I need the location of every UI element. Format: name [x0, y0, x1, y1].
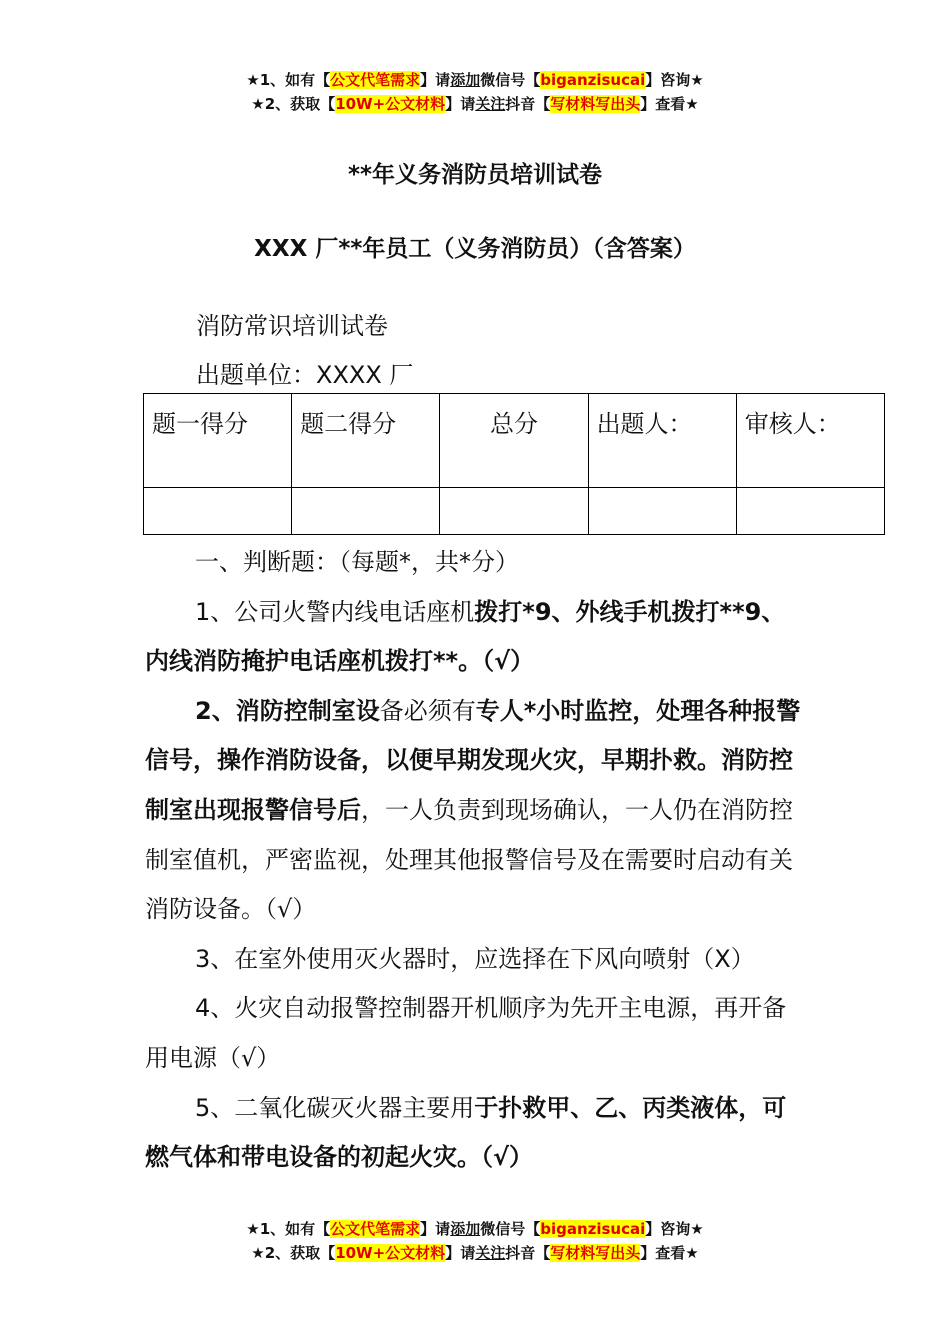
score-cell-q1[interactable] — [144, 488, 292, 535]
promo-text: ★2、获取【 — [251, 95, 336, 113]
score-cell-reviewer[interactable] — [736, 488, 884, 535]
score-header-q1: 题一得分 — [144, 394, 292, 488]
exam-body — [145, 538, 805, 1183]
promo-highlight: 写材料写出头 — [550, 95, 641, 113]
document-title: **年义务消防员培训试卷 — [347, 162, 603, 188]
promo-text: 】查看★ — [640, 1244, 699, 1262]
promo-text: 】请 — [445, 1244, 476, 1262]
score-header-total: 总分 — [440, 394, 588, 488]
promo-text: ★1、如有【 — [246, 71, 331, 89]
exam-name: 消防常识培训试卷 — [196, 312, 388, 340]
exam-issuer: 出题单位：XXXX 厂 — [196, 361, 414, 389]
score-cell-total[interactable] — [440, 488, 588, 535]
question-1 — [145, 588, 805, 687]
promo-banner-top — [0, 68, 950, 116]
question-text-bold: 于扑救甲、乙、丙类液体，可燃气体和带电设备的初起火灾。（√） — [145, 1093, 787, 1172]
promo-text: 】请 — [420, 71, 451, 89]
promo-underline: 添加 — [450, 71, 481, 89]
promo-text: 抖音【 — [505, 1244, 551, 1262]
promo-text: 抖音【 — [505, 95, 551, 113]
promo-text: 】咨询★ — [645, 1220, 704, 1238]
score-table-value-row — [144, 488, 885, 535]
promo-banner-bottom — [0, 1217, 950, 1265]
score-cell-setter[interactable] — [588, 488, 736, 535]
promo-highlight: biganzisucai — [540, 71, 646, 89]
question-text: 1、公司火警内线电话座机 — [195, 597, 475, 626]
question-4: 4、火灾自动报警控制器开机顺序为先开主电源，再开备用电源（√） — [145, 994, 787, 1072]
promo-line-2 — [0, 1241, 950, 1265]
promo-highlight: 10W+公文材料 — [335, 95, 446, 113]
promo-highlight: biganzisucai — [540, 1220, 646, 1238]
score-header-reviewer: 审核人： — [736, 394, 884, 488]
question-text: 备必须有 — [379, 696, 476, 725]
promo-highlight: 公文代笔需求 — [330, 71, 421, 89]
promo-text: ★2、获取【 — [251, 1244, 336, 1262]
question-text: ，一人负责到现场确认，一人仍在消防控制室值机，严密监视，处理其他报警信号及在需要时启动有关消防设备。（√） — [145, 795, 793, 924]
promo-underline: 关注 — [475, 1244, 506, 1262]
promo-text: ★1、如有【 — [246, 1220, 331, 1238]
question-text-bold: 拨打*9、外线手机拨打**9、内线消防掩护电话座机拨打**。（√） — [145, 597, 786, 676]
question-2 — [145, 687, 805, 935]
promo-text: 】请 — [445, 95, 476, 113]
promo-line-1 — [0, 68, 950, 92]
score-table — [143, 393, 885, 535]
promo-text: 】咨询★ — [645, 71, 704, 89]
promo-line-1 — [0, 1217, 950, 1241]
section-heading: 一、判断题：（每题*，共*分） — [195, 548, 519, 576]
score-header-q2: 题二得分 — [292, 394, 440, 488]
promo-text: 】请 — [420, 1220, 451, 1238]
question-text-bold: 2、消防控制室设 — [195, 696, 380, 725]
promo-highlight: 公文代笔需求 — [330, 1220, 421, 1238]
question-text: 5、二氧化碳灭火器主要用 — [195, 1093, 475, 1122]
promo-text: 微信号【 — [480, 1220, 541, 1238]
score-cell-q2[interactable] — [292, 488, 440, 535]
promo-highlight: 10W+公文材料 — [335, 1244, 446, 1262]
promo-underline: 关注 — [475, 95, 506, 113]
document-subtitle: XXX 厂**年员工（义务消防员）（含答案） — [254, 236, 696, 262]
promo-highlight: 写材料写出头 — [550, 1244, 641, 1262]
promo-underline: 添加 — [450, 1220, 481, 1238]
promo-line-2 — [0, 92, 950, 116]
question-3: 3、在室外使用灭火器时，应选择在下风向喷射（X） — [195, 944, 755, 973]
score-header-setter: 出题人： — [588, 394, 736, 488]
promo-text: 微信号【 — [480, 71, 541, 89]
promo-text: 】查看★ — [640, 95, 699, 113]
score-table-header-row — [144, 394, 885, 488]
question-5 — [145, 1084, 805, 1183]
question-text-bold: 专人*小时监控，处理各种报警信号，操作消防设备，以便早期发现火灾，早期扑救。消防控制室出现报警信号后 — [145, 696, 801, 824]
